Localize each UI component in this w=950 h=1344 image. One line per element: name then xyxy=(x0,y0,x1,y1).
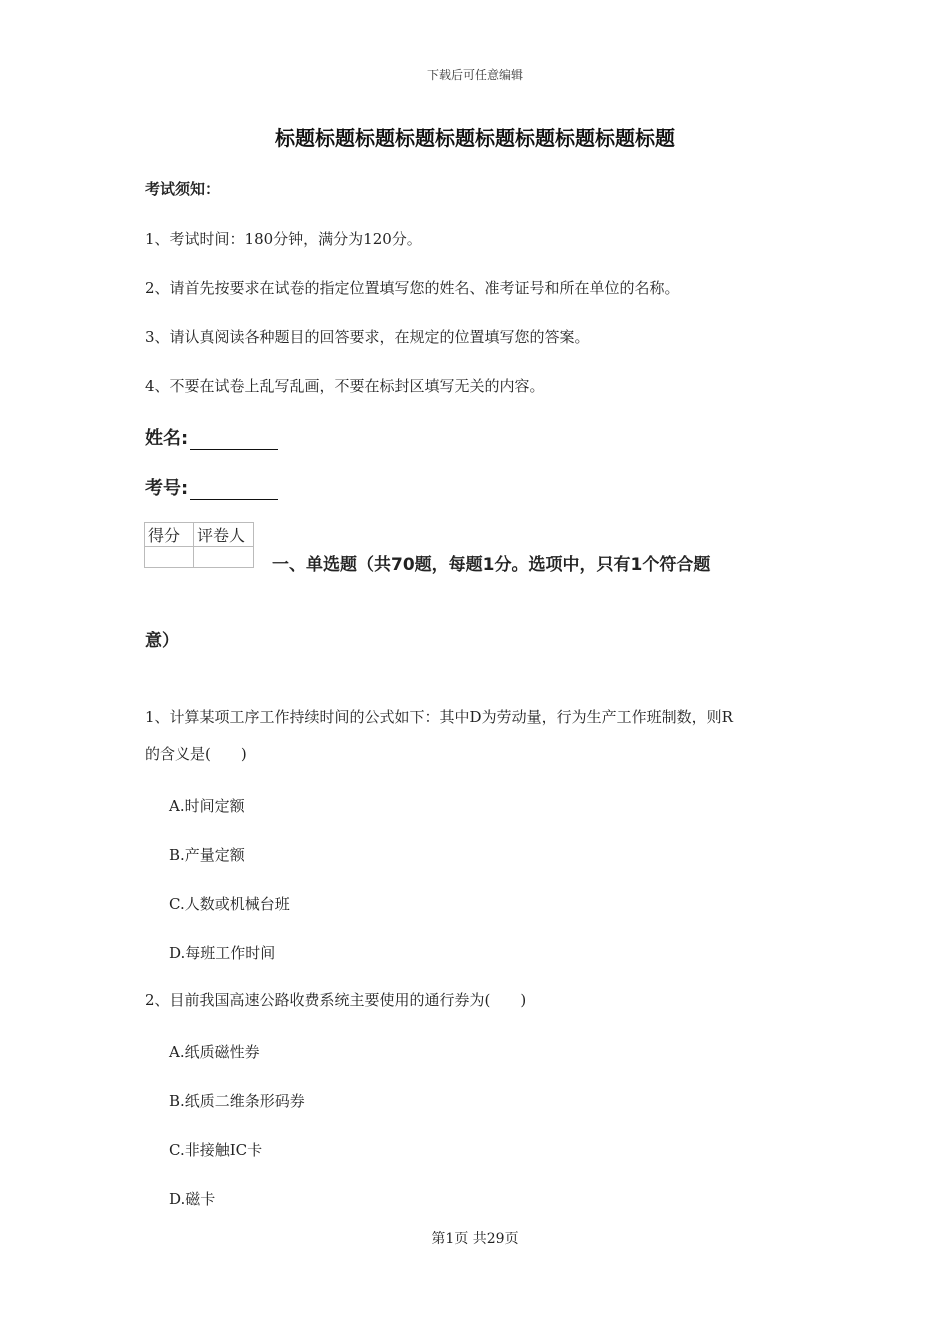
option-a: A.时间定额 xyxy=(169,797,245,815)
name-field xyxy=(145,424,278,450)
score-table xyxy=(144,522,254,568)
id-label: 考号: xyxy=(145,478,189,499)
option-c: C.人数或机械台班 xyxy=(169,895,290,913)
document-title: 标题标题标题标题标题标题标题标题标题标题 xyxy=(275,126,675,150)
question-text: 1、计算某项工序工作持续时间的公式如下：其中D为劳动量，行为生产工作班制数，则R xyxy=(145,708,733,726)
score-header: 得分 xyxy=(145,523,194,547)
page-header: 下载后可任意编辑 xyxy=(426,68,523,82)
notice-heading: 考试须知： xyxy=(145,180,221,198)
section-title-continued: 意） xyxy=(145,631,179,651)
name-blank[interactable] xyxy=(190,431,278,450)
notice-rule: 2、请首先按要求在试卷的指定位置填写您的姓名、准考证号和所在单位的名称。 xyxy=(145,279,680,297)
notice-rule: 4、不要在试卷上乱写乱画，不要在标封区填写无关的内容。 xyxy=(145,377,545,395)
grader-cell[interactable] xyxy=(194,547,254,568)
option-b: B.纸质二维条形码券 xyxy=(169,1092,305,1110)
notice-rule: 3、请认真阅读各种题目的回答要求，在规定的位置填写您的答案。 xyxy=(145,328,590,346)
option-b: B.产量定额 xyxy=(169,846,245,864)
question-text: 的含义是( ) xyxy=(145,745,247,763)
score-cell[interactable] xyxy=(145,547,194,568)
id-blank[interactable] xyxy=(190,481,278,500)
question-1 xyxy=(145,699,815,773)
page-footer: 第1页 共29页 xyxy=(431,1231,519,1247)
option-d: D.磁卡 xyxy=(169,1190,216,1208)
option-a: A.纸质磁性券 xyxy=(169,1043,260,1061)
question-2 xyxy=(145,982,815,1019)
grader-header: 评卷人 xyxy=(194,523,254,547)
name-label: 姓名: xyxy=(145,428,189,449)
section-title: 一、单选题（共70题，每题1分。选项中，只有1个符合题 xyxy=(272,555,711,575)
id-field xyxy=(145,474,278,500)
question-text: 2、目前我国高速公路收费系统主要使用的通行券为( ) xyxy=(145,991,527,1009)
notice-rule: 1、考试时间：180分钟，满分为120分。 xyxy=(145,230,422,248)
option-c: C.非接触IC卡 xyxy=(169,1141,263,1159)
option-d: D.每班工作时间 xyxy=(169,944,276,962)
